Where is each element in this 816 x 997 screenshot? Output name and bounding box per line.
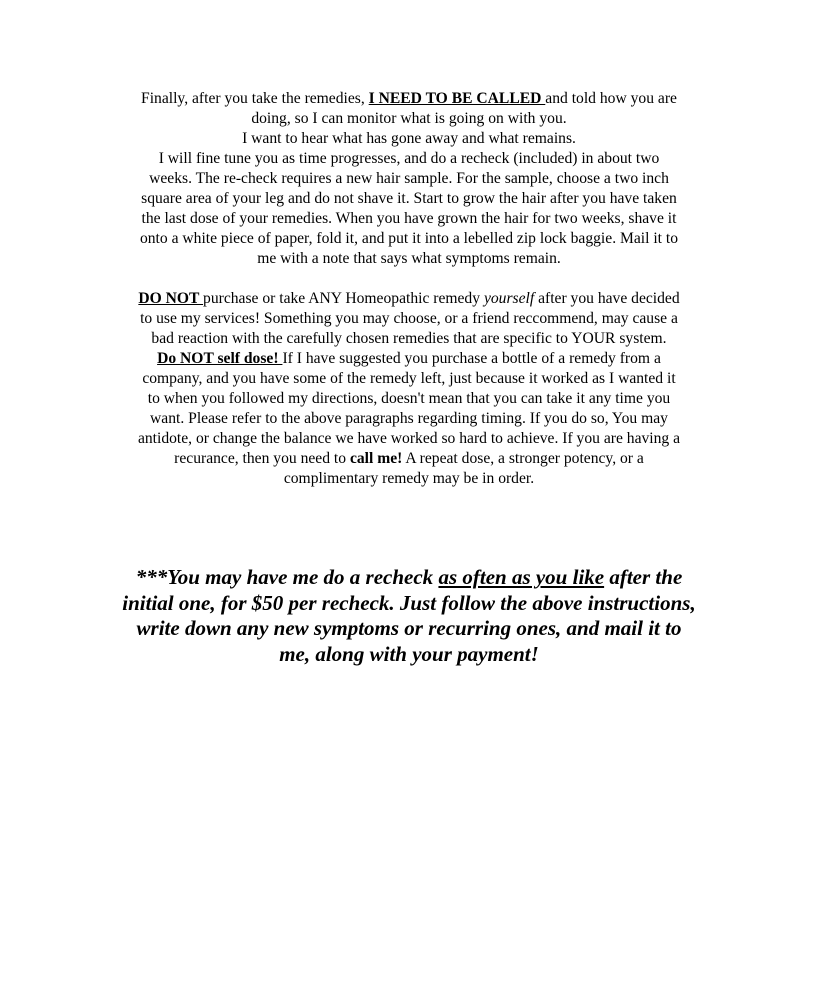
hear-paragraph: I want to hear what has gone away and what remains. (242, 130, 576, 147)
do-not-emphasis: DO NOT (138, 290, 204, 307)
yourself-italic: yourself (483, 290, 535, 307)
recheck-offer-underlined: as often as you like (438, 565, 605, 589)
recheck-offer-rest: after the initial one, for $50 per recheck. Just follow the above instructions, write down any new symptoms or recurring ones, and mail it to me, along with your payment! (122, 565, 696, 666)
instructions-text (137, 89, 681, 489)
recheck-offer-intro: ***You may have me do a recheck (135, 565, 439, 589)
call-me-bold: call me! (349, 450, 403, 467)
do-not-rest-text: after you have decided to use my services! Something you may choose, or a friend reccommend, may cause a bad reaction with the carefully chosen remedies that are specific to YOUR system. (140, 290, 680, 347)
recheck-paragraph: I will fine tune you as time progresses, and do a recheck (included) in about two weeks. The re-check requires a new hair sample. For the sample, choose a two inch square area of your leg and do not shave it. Start to grow the hair after you have taken the last dose of your remedies. When you have grown the hair for two weeks, shave it onto a white piece of paper, fold it, and put it into a lebelled zip lock baggie. Mail it to me with a note that says what symptoms remain. (139, 150, 679, 267)
call-rest-text: and told how you are doing, so I can monitor what is going on with you. (251, 90, 677, 127)
recheck-offer (120, 565, 698, 667)
call-paragraph (137, 89, 681, 129)
self-dose-paragraph (137, 349, 681, 489)
paragraph-spacer (137, 269, 681, 289)
call-intro-text: Finally, after you take the remedies, (141, 90, 369, 107)
self-dose-end-text: A repeat dose, a stronger potency, or a complimentary remedy may be in order. (283, 450, 644, 487)
do-not-purchase-paragraph (137, 289, 681, 349)
call-emphasis: I NEED TO BE CALLED (368, 90, 546, 107)
self-dose-text: If I have suggested you purchase a bottle of a remedy from a company, and you have some of the remedy left, just because it worked as I wanted it to when you followed my directions, doesn't mean that you can take it any time you want. Please refer to the above paragraphs regarding timing. If you do so, You may antidote, or change the balance we have worked so hard to achieve. If you are having a recurance, then you need to (137, 350, 681, 467)
do-not-text: purchase or take ANY Homeopathic remedy (203, 290, 484, 307)
self-dose-emphasis: Do NOT self dose! (157, 350, 283, 367)
